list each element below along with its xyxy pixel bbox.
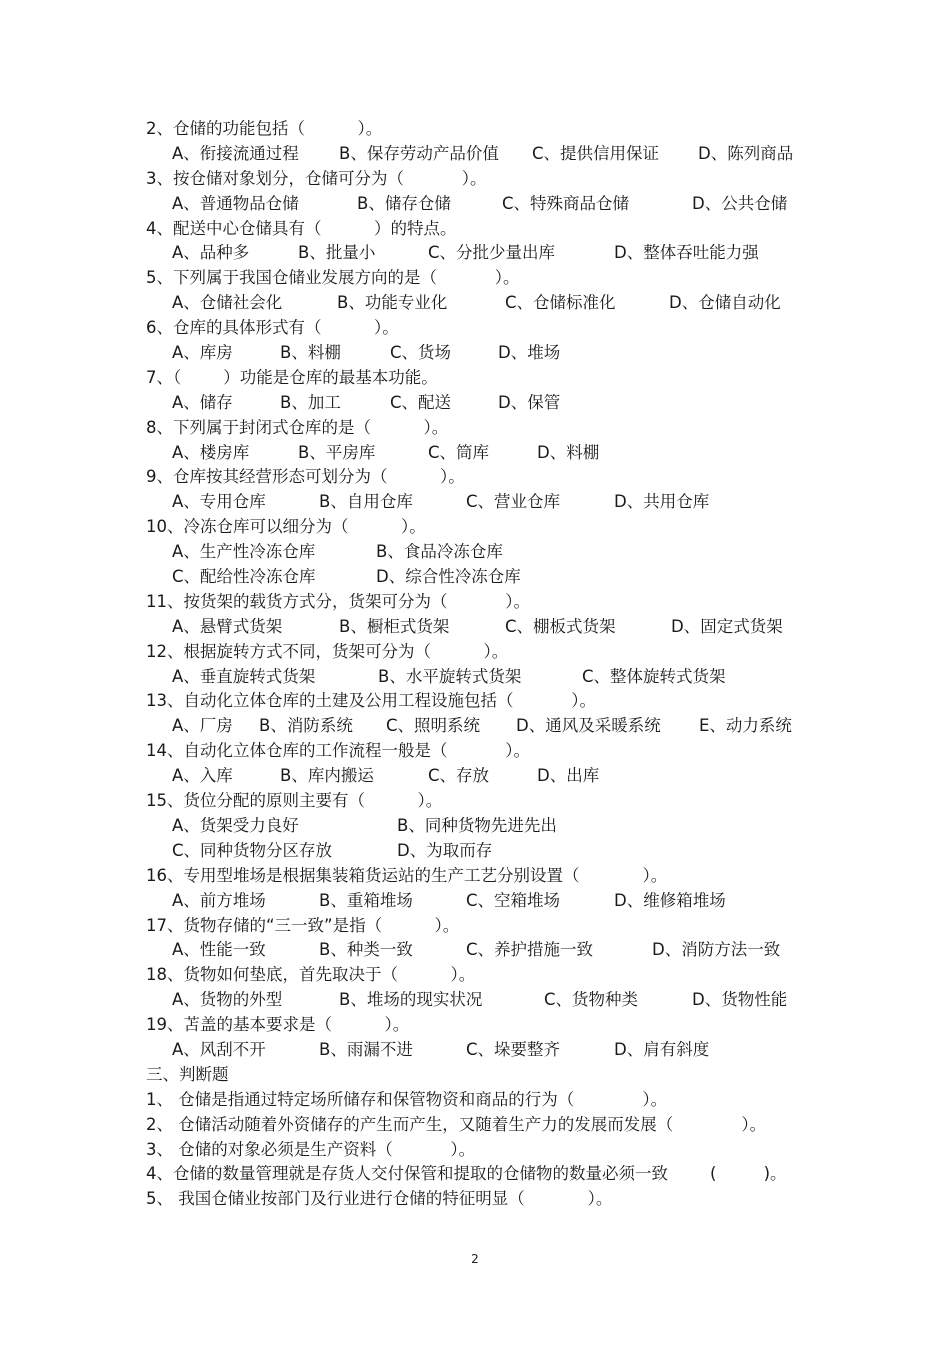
option: B、水平旋转式货架	[378, 666, 522, 686]
option: B、料棚	[280, 343, 341, 363]
option: C、照明系统	[386, 716, 481, 736]
option-row	[146, 714, 846, 739]
judgment-item: 3、 仓储的对象必须是生产资料（ ）。	[146, 1139, 476, 1159]
question-number: 13、	[146, 691, 184, 711]
option: D、通风及采暖系统	[516, 716, 661, 736]
option-row	[146, 839, 846, 864]
question-stem	[146, 864, 846, 889]
option: C、货场	[390, 343, 452, 363]
question-text: 下列属于封闭式仓库的是（ ）。	[173, 417, 449, 437]
question-stem	[146, 739, 846, 764]
option-row	[146, 391, 846, 416]
option: B、保存劳动产品价值	[339, 143, 499, 163]
section-heading: 三、判断题	[146, 1064, 229, 1084]
question-stem	[146, 316, 846, 341]
question-text: 货物存储的“三一致”是指（ ）。	[183, 915, 460, 935]
question-text: 自动化立体仓库的工作流程一般是（ ）。	[183, 741, 530, 761]
page-content	[146, 117, 846, 1212]
option-row	[146, 441, 846, 466]
question-number: 12、	[146, 641, 184, 661]
option: A、前方堆场	[172, 890, 266, 910]
option: D、堆场	[498, 343, 561, 363]
question-number: 8、	[146, 417, 173, 437]
option-row	[146, 192, 846, 217]
option: D、仓储自动化	[669, 293, 781, 313]
question-text: 货物如何垫底，首先取决于（ ）。	[183, 965, 476, 985]
option: C、营业仓库	[466, 492, 561, 512]
option: B、橱柜式货架	[339, 616, 450, 636]
option: B、堆场的现实状况	[339, 990, 483, 1010]
option-row	[146, 665, 846, 690]
question-text: 苫盖的基本要求是（ ）。	[183, 1015, 410, 1035]
option-row	[146, 341, 846, 366]
option: A、货物的外型	[172, 990, 283, 1010]
option-row	[146, 540, 846, 565]
question-text: （ ）功能是仓库的最基本功能。	[173, 367, 438, 387]
option: B、库内搬运	[280, 766, 374, 786]
option-row	[146, 291, 846, 316]
option: A、仓储社会化	[172, 293, 283, 313]
option: D、出库	[537, 766, 600, 786]
question-text: 冷冻仓库可以细分为（ ）。	[183, 517, 426, 537]
option: C、配给性冷冻仓库	[172, 567, 316, 587]
option: B、平房库	[298, 442, 376, 462]
option: B、同种货物先进先出	[397, 815, 557, 835]
option-row	[146, 889, 846, 914]
option: D、共用仓库	[614, 492, 710, 512]
page-number: 2	[471, 1252, 479, 1266]
question-text: 仓库按其经营形态可划分为（ ）。	[173, 467, 465, 487]
option: C、提供信用保证	[532, 143, 660, 163]
question-stem	[146, 217, 846, 242]
option: A、衔接流通过程	[172, 143, 299, 163]
option: D、陈列商品	[698, 143, 794, 163]
question-number: 17、	[146, 915, 184, 935]
question-number: 5、	[146, 268, 173, 288]
option: B、消防系统	[259, 716, 353, 736]
option: B、功能专业化	[337, 293, 448, 313]
option: A、厂房	[172, 716, 233, 736]
option: D、料棚	[537, 442, 600, 462]
question-text: 货位分配的原则主要有（ ）。	[183, 791, 443, 811]
option: A、风刮不开	[172, 1039, 266, 1059]
option: D、货物性能	[692, 990, 788, 1010]
question-stem	[146, 914, 846, 939]
option: A、库房	[172, 343, 233, 363]
option: C、棚板式货架	[505, 616, 616, 636]
judgment-item: 2、 仓储活动随着外资储存的产生而产生，又随着生产力的发展而发展（ ）。	[146, 1114, 767, 1134]
option: A、专用仓库	[172, 492, 266, 512]
option-row	[146, 938, 846, 963]
option: D、维修箱堆场	[614, 890, 726, 910]
option: A、品种多	[172, 243, 250, 263]
option: D、整体吞吐能力强	[614, 243, 759, 263]
option: C、配送	[390, 392, 452, 412]
option-row	[146, 764, 846, 789]
option: A、货架受力良好	[172, 815, 299, 835]
option: A、储存	[172, 392, 233, 412]
question-stem	[146, 689, 846, 714]
option: C、空箱堆场	[466, 890, 561, 910]
option: A、入库	[172, 766, 233, 786]
question-text: 配送中心仓储具有（ ）的特点。	[173, 218, 457, 238]
question-stem	[146, 963, 846, 988]
option: D、消防方法一致	[652, 940, 781, 960]
question-stem	[146, 167, 846, 192]
question-text: 仓储的功能包括（ ）。	[173, 119, 383, 138]
question-text: 下列属于我国仓储业发展方向的是（ ）。	[173, 268, 520, 288]
question-number: 15、	[146, 791, 184, 811]
option: C、特殊商品仓储	[502, 193, 630, 213]
question-stem	[146, 266, 846, 291]
option: A、垂直旋转式货架	[172, 666, 316, 686]
option: B、种类一致	[319, 940, 413, 960]
option: B、储存仓储	[357, 193, 451, 213]
question-number: 6、	[146, 318, 173, 338]
option: B、食品冷冻仓库	[376, 542, 503, 562]
judgment-item: 5、 我国仓储业按部门及行业进行仓储的特征明显（ ）。	[146, 1189, 613, 1209]
option: A、普通物品仓储	[172, 193, 299, 213]
question-text: 专用型堆场是根据集装箱货运站的生产工艺分别设置（ ）。	[183, 865, 668, 885]
question-number: 14、	[146, 741, 184, 761]
question-stem	[146, 366, 846, 391]
option: D、肩有斜度	[614, 1039, 710, 1059]
question-text: 仓库的具体形式有（ ）。	[173, 318, 399, 338]
option-row	[146, 814, 846, 839]
question-stem	[146, 640, 846, 665]
question-stem	[146, 590, 846, 615]
question-stem	[146, 416, 846, 441]
question-text: 按货架的载货方式分，货架可分为（ ）。	[183, 591, 530, 611]
question-stem	[146, 465, 846, 490]
option: C、筒库	[428, 442, 490, 462]
option: C、整体旋转式货架	[582, 666, 726, 686]
question-text: 自动化立体仓库的土建及公用工程设施包括（ ）。	[183, 691, 596, 711]
question-stem	[146, 515, 846, 540]
option: C、分批少量出库	[428, 243, 556, 263]
option-row	[146, 142, 846, 167]
question-number: 18、	[146, 965, 184, 985]
option: D、保管	[498, 392, 561, 412]
option-row	[146, 565, 846, 590]
option: A、楼房库	[172, 442, 250, 462]
question-number: 19、	[146, 1015, 184, 1035]
option: C、存放	[428, 766, 490, 786]
question-number: 2、	[146, 119, 173, 138]
question-text: 根据旋转方式不同，货架可分为（ ）。	[183, 641, 509, 661]
option: C、垛要整齐	[466, 1039, 561, 1059]
option: B、批量小	[298, 243, 376, 263]
question-number: 10、	[146, 517, 184, 537]
option: B、雨漏不进	[319, 1039, 413, 1059]
option: A、悬臂式货架	[172, 616, 283, 636]
option: D、固定式货架	[671, 616, 783, 636]
option: C、同种货物分区存放	[172, 840, 333, 860]
question-number: 16、	[146, 865, 184, 885]
question-number: 7、	[146, 367, 173, 387]
option-row	[146, 988, 846, 1013]
option: E、动力系统	[699, 716, 792, 736]
option: A、性能一致	[172, 940, 266, 960]
option: A、生产性冷冻仓库	[172, 542, 316, 562]
question-stem	[146, 117, 846, 142]
option: D、为取而存	[397, 840, 493, 860]
option: D、综合性冷冻仓库	[376, 567, 521, 587]
question-text: 按仓储对象划分，仓储可分为（ ）。	[173, 168, 487, 188]
option-row	[146, 241, 846, 266]
option: D、公共仓储	[692, 193, 788, 213]
option: C、货物种类	[544, 990, 639, 1010]
option-row	[146, 490, 846, 515]
judgment-item: 4、仓储的数量管理就是存货人交付保管和提取的仓储物的数量必须一致 ( )。	[146, 1164, 787, 1184]
question-stem	[146, 789, 846, 814]
question-number: 11、	[146, 591, 184, 611]
question-number: 9、	[146, 467, 173, 487]
option: C、养护措施一致	[466, 940, 594, 960]
option: C、仓储标准化	[505, 293, 616, 313]
question-number: 3、	[146, 168, 173, 188]
option: B、重箱堆场	[319, 890, 413, 910]
question-stem	[146, 1013, 846, 1038]
option-row	[146, 615, 846, 640]
question-number: 4、	[146, 218, 173, 238]
option: B、自用仓库	[319, 492, 413, 512]
option: B、加工	[280, 392, 341, 412]
judgment-item: 1、 仓储是指通过特定场所储存和保管物资和商品的行为（ ）。	[146, 1089, 668, 1109]
option-row	[146, 1038, 846, 1063]
